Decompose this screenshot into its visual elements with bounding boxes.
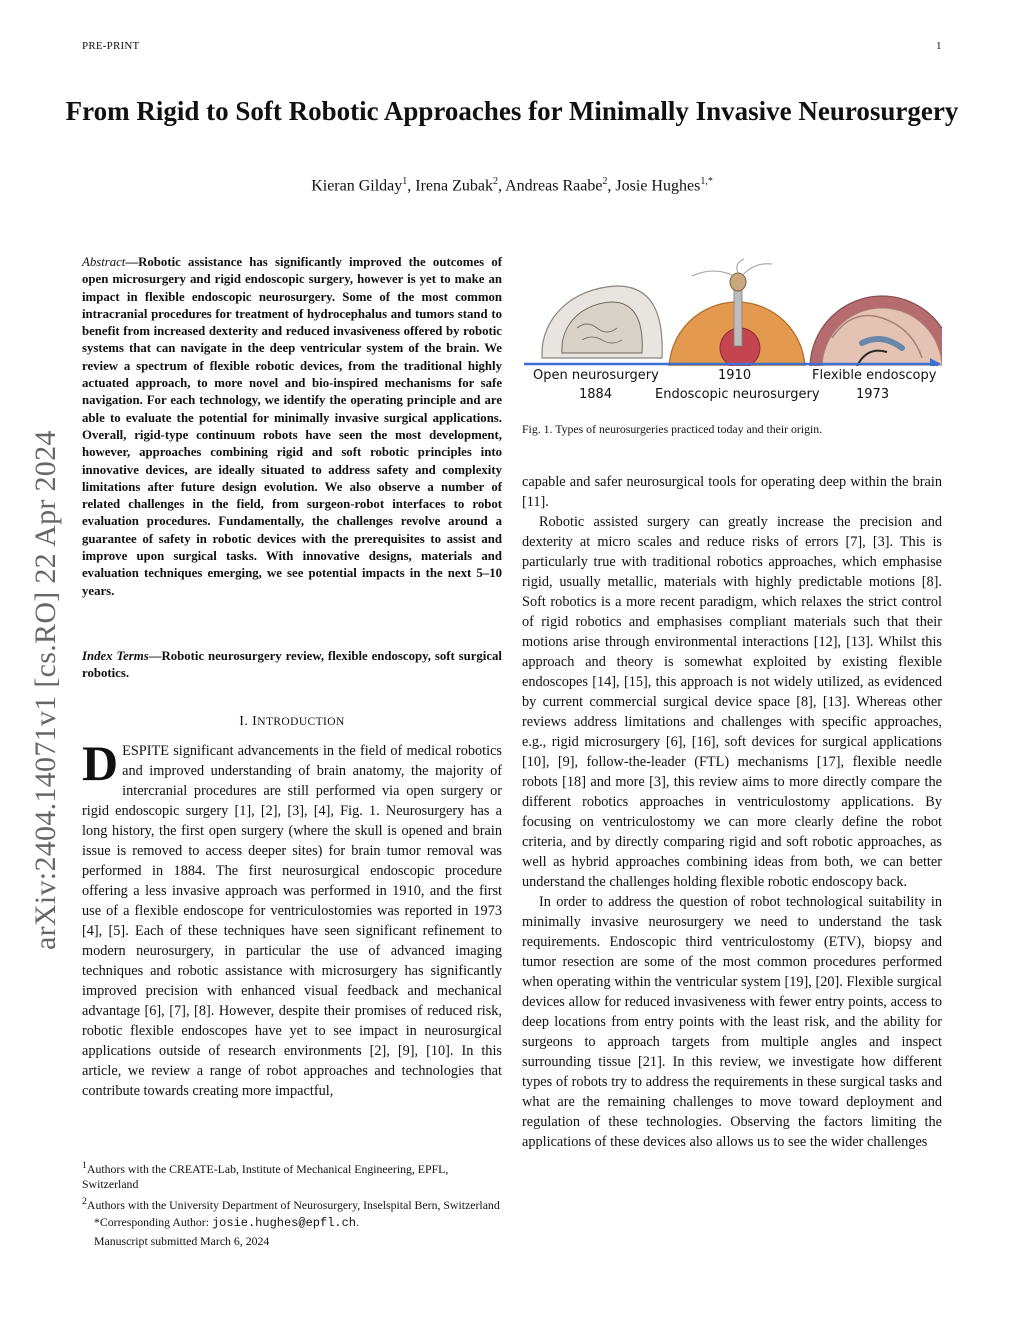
abstract-text: —Robotic assistance has significantly improved the outcomes of open microsurgery and rigid endoscopic surgery, however is yet to make an impact in flexible endoscopic neurosurgery. Some of the most common intracranial procedures for treatment of hydrocephalus and tumors stand to benefit from increased dexterity and reduced invasiveness offered by robotic systems that can navigate in the deep ventricular system of the brain. We review a spectrum of flexible robotic devices, from the traditional highly actuated approach, to more novel and bio-inspired mechanisms for safe navigation. For each technology, we identify the operating principle and are able to evaluate the potential for minimally invasive surgical applications. Overall, rigid-type continuum robots have seen the most development, however, approaches combining rigid and soft robotic principles into innovative devices, are ideally situated to address safety and complexity limitations after future design evolution. We also observe a number of related challenges in the field, from surgeon-robot interfaces to robot evaluation procedures. Fundamentally, the challenges revolve around a guarantee of safety in robotic devices with the prerequisites to assist and improve upon surgical tasks. With innovative designs, materials and evaluation techniques emerging, we see potential impacts in the next 5–10 years. (82, 255, 502, 598)
paper-title: From Rigid to Soft Robotic Approaches for Minimally Invasive Neurosurgery (65, 96, 959, 126)
flexible-endoscopy-illustration (810, 296, 942, 366)
footnote-1: $^1$Authors with the CREATE-Lab, Institute of Mechanical Engineering, EPFL, Switzerland (82, 1160, 449, 1192)
figure-1 (522, 258, 942, 410)
label-year-1910: 1910 (718, 368, 752, 383)
label-year-1973: 1973 (856, 387, 890, 402)
section-number: I. (239, 714, 253, 729)
running-header: PRE-PRINT (82, 40, 140, 52)
endoscopic-neurosurgery-illustration (669, 259, 805, 366)
author-affiliation: 1,* (700, 176, 713, 187)
label-year-1884: 1884 (579, 387, 613, 402)
author-name: Andreas Raabe (505, 177, 603, 195)
author-affiliation: 1 (402, 176, 408, 187)
right-column-text (522, 472, 942, 1152)
author-list: Kieran Gilday$^1$, Irena Zubak$^2$, Andreas Raabe$^2$, Josie Hughes$^{1,*}$ (311, 176, 713, 195)
paragraph: Robotic assisted surgery can greatly increase the precision and dexterity at micro scales and reduce risks of errors [7], [3]. This is particularly true with traditional robotics approaches, which emphasise rigid, usually metallic, materials with highly predictable motions [8]. Soft robotics is a more recent paradigm, which relaxes the strict control of rigid robotics and emphasises compliant materials such that their motions arise through environmental interactions [12], [13]. Whilst this approach and theory is somewhat exploited by existing flexible endoscopes [14], [15], this approach is not widely utilized, as evidenced by current commercial surgical device space [8], [13]. Whereas other reviews address limitations and challenges with specific approaches, e.g., rigid microsurgery [6], [16], soft devices for surgical applications [10], [9], follow-the-leader (FTL) mechanisms [17], flexible needle robots [18] and more [3], this review aims to more directly compare the different robotics approaches in ventriculostomy applications. By focusing on ventriculostomy we can more clearly define the robot criteria, and by directly comparing rigid and soft robotic approaches, as well as hybrid approaches combining ideas from both, we can better understand the challenges holding flexible robotic endoscopy back. (522, 514, 942, 890)
footnote-2: $^2$Authors with the University Department of Neurosurgery, Inselspital Bern, Switzerland (82, 1196, 500, 1213)
author-affiliation: 2 (493, 176, 498, 187)
section-title-first: I (252, 714, 258, 729)
page-number: 1 (936, 40, 942, 52)
author-affiliation: 2 (602, 176, 608, 187)
label-open-neurosurgery: Open neurosurgery (533, 368, 659, 383)
figure-illustration (522, 258, 942, 366)
introduction-paragraph (82, 735, 502, 1101)
footnote-submitted: Manuscript submitted March 6, 2024 (94, 1233, 270, 1248)
section-heading (82, 714, 502, 730)
footnotes (82, 1158, 502, 1251)
open-neurosurgery-illustration (542, 286, 662, 358)
footnote-corresponding: *Corresponding Author: josie.hughes@epfl.ch. (94, 1215, 359, 1231)
arxiv-stamp[interactable]: arXiv:2404.14071v1 [cs.RO] 22 Apr 2024 (29, 430, 62, 950)
index-terms (82, 648, 502, 683)
author-name: Kieran Gilday (311, 177, 403, 195)
drop-cap: D (82, 735, 119, 791)
label-flexible-endoscopy: Flexible endoscopy (812, 368, 937, 383)
figure-caption: Fig. 1. Types of neurosurgeries practiced today and their origin. (522, 422, 823, 436)
abstract-label: Abstract (82, 255, 126, 269)
author-name: Irena Zubak (415, 177, 493, 195)
intro-text: significant advancements in the field of medical robotics and improved understanding of brain anatomy, the majority of intercranial procedures are still performed via open surgery or rigid endoscopic surgery [1], [2], [3], [4], Fig. 1. Neurosurgery has a long history, the first open surgery (where the skull is opened and brain issue is removed to access deeper sites) for brain tumor removal was performed in 1884. The first neurosurgical endoscopic procedure offering a less invasive approach was performed in 1910, and the first use of a flexible endoscope for ventriculostomies was reported in 1973 [4], [5]. Each of these techniques have seen significant refinement to modern neurosurgery, in particular the use of advanced imaging techniques and robotic assistance with microsurgery has significantly improved precision with enhanced visual feedback and mechanical advantage [6], [7], [8]. However, despite their promises of reduced risk, robotic flexible endoscopes have yet to see impact in neurosurgical applications outside of research environments [2], [9], [10]. In this article, we review a range of robot approaches and technologies that contribute towards creating more impactful, (82, 743, 502, 1099)
intro-first-word: ESPITE (122, 743, 169, 759)
index-terms-text: —Robotic neurosurgery review, flexible endoscopy, soft surgical robotics. (82, 649, 502, 681)
author-name: Josie Hughes (615, 177, 701, 195)
index-terms-label: Index Terms (82, 649, 149, 663)
paragraph: In order to address the question of robot technological suitability in minimally invasive neurosurgery we need to understand the task requirements. Endoscopic third ventriculostomy (ETV), biopsy and tumor resection are some of the most common procedures performed when operating within the ventricular system [19], [20]. Flexible surgical devices allow for reduced invasiveness with fewer entry points, access to deep locations from entry points with the least risk, and the ability for surgeons to approach targets from multiple angles and inspect surrounding tissue [21]. In this review, we investigate how different types of robots try to address the requirements in these surgical tasks and what are the remaining challenges to move toward deployment and regulation of these technologies. Observing the factors limiting the applications of these devices also allows us to see the wider challenges (522, 894, 942, 1150)
label-endoscopic-neurosurgery: Endoscopic neurosurgery (655, 387, 820, 402)
section-title-rest: NTRODUCTION (257, 716, 345, 728)
email-link[interactable]: josie.hughes@epfl.ch (211, 1216, 356, 1231)
paragraph: capable and safer neurosurgical tools for operating deep within the brain [11]. (522, 474, 942, 510)
abstract (82, 254, 502, 600)
